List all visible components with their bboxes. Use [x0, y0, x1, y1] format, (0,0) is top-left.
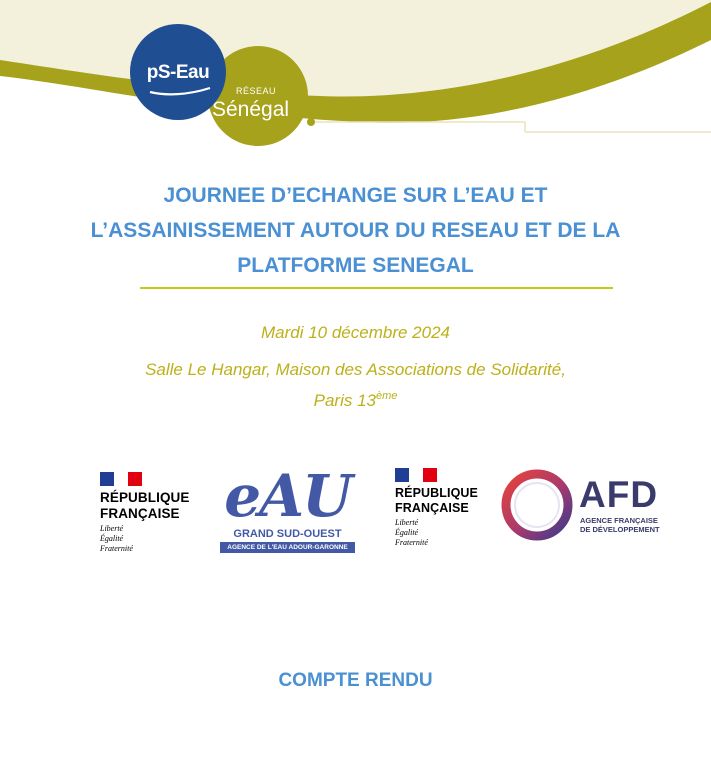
afd-ring-icon	[499, 467, 575, 543]
rf-line-1: RÉPUBLIQUE	[395, 486, 478, 500]
document-title	[60, 178, 651, 283]
logo-dot	[307, 118, 315, 126]
senegal-label: Sénégal	[212, 98, 290, 121]
agence-eau-logo	[220, 462, 355, 556]
rf-line-1: RÉPUBLIQUE	[100, 490, 190, 505]
wave-icon	[148, 86, 212, 96]
header-decoration	[0, 0, 711, 160]
rf-motto: Liberté Égalité Fraternité	[395, 518, 428, 547]
afd-wordmark: AFD	[579, 474, 659, 515]
event-date: Mardi 10 décembre 2024	[260, 323, 450, 342]
venue-line-1: Salle Le Hangar, Maison des Associations de Solidarité,	[145, 360, 566, 379]
title-line-1: JOURNEE D’ECHANGE SUR L’EAU ET	[163, 184, 548, 207]
rf-line-2: FRANÇAISE	[395, 501, 469, 515]
venue-city: Paris 13	[313, 391, 376, 410]
eau-region: GRAND SUD-OUEST	[233, 528, 342, 540]
compte-rendu-heading: COMPTE RENDU	[278, 670, 433, 691]
eau-agency-band: AGENCE DE L'EAU ADOUR-GARONNE	[220, 542, 355, 553]
rf-motto: Liberté Égalité Fraternité	[100, 524, 133, 553]
title-line-2: L’ASSAINISSEMENT AUTOUR DU RESEAU ET DE LA	[90, 219, 621, 242]
venue-line-2	[0, 383, 711, 414]
venue-superscript: ème	[375, 390, 398, 402]
title-line-3: PLATFORME SENEGAL	[237, 254, 474, 277]
event-venue	[0, 357, 711, 414]
reseau-label: RÉSEAU	[236, 86, 277, 96]
ps-eau-label: pS-Eau	[146, 62, 210, 83]
title-divider	[140, 287, 613, 289]
marianne-flag-icon	[395, 468, 437, 482]
afd-subtitle: AGENCE FRANÇAISE DE DÉVELOPPEMENT	[580, 516, 660, 534]
eau-wordmark: eAU	[224, 462, 351, 530]
ps-eau-logo	[130, 24, 226, 120]
marianne-flag-icon	[100, 472, 142, 486]
rf-line-2: FRANÇAISE	[100, 506, 180, 521]
